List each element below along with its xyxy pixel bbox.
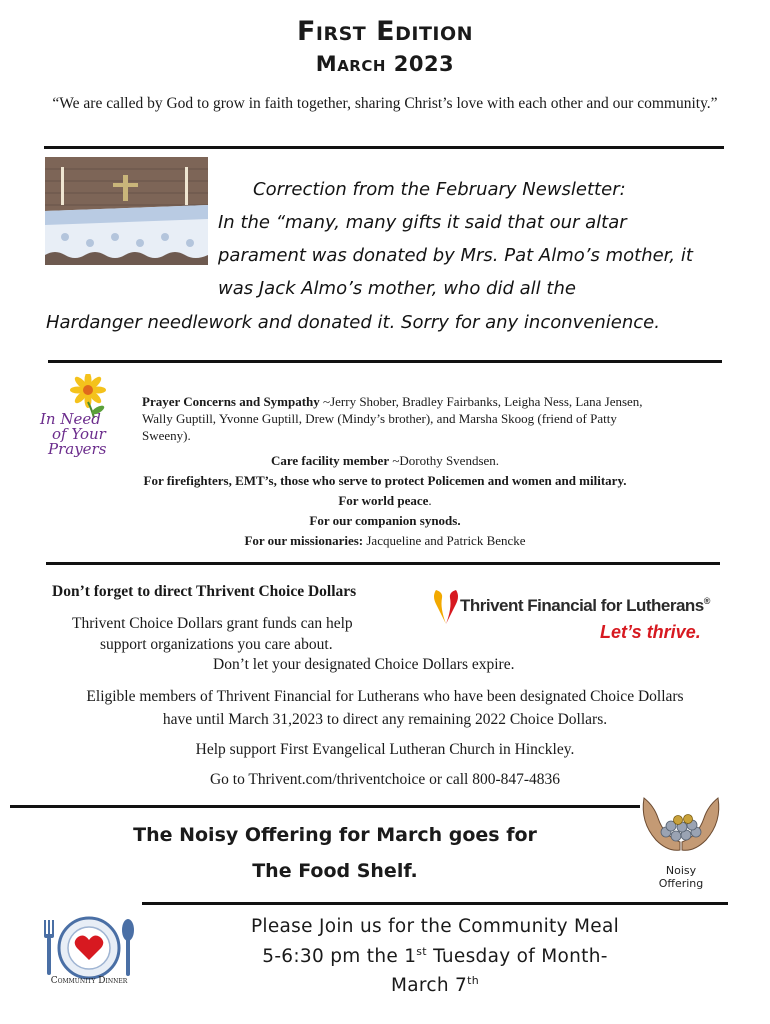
thrivent-line-6: Help support First Evangelical Lutheran Church in Hinckley. xyxy=(195,741,575,758)
meal-line-3 xyxy=(170,974,700,996)
offering-hands-icon xyxy=(636,792,726,864)
prayer-world-peace-end: . xyxy=(428,493,432,508)
thrivent-line-5: have until March 31,2023 to direct any remaining 2022 Choice Dollars. xyxy=(162,711,608,728)
dinner-plate-icon xyxy=(38,904,140,986)
community-dinner-logo-text: Community Dinner xyxy=(50,976,128,986)
prayers-logo-line-2: of Your xyxy=(52,425,106,443)
noisy-offering-logo xyxy=(636,792,726,896)
correction-line-1: Correction from the February Newsletter: xyxy=(253,179,626,200)
prayer-synods: For our companion synods. xyxy=(309,513,461,528)
care-facility xyxy=(0,452,770,469)
correction-line-4: was Jack Almo’s mother, who did all the xyxy=(218,278,576,299)
divider-prayers xyxy=(46,562,720,565)
prayer-missionaries-text: Jacqueline and Patrick Bencke xyxy=(363,533,526,548)
newsletter-title: First Edition xyxy=(296,16,474,47)
divider-noisy xyxy=(142,902,728,905)
prayer-world-peace xyxy=(0,492,770,509)
thrivent-heart-icon xyxy=(430,586,462,628)
prayer-concerns-label: Prayer Concerns and Sympathy xyxy=(142,394,320,409)
thrivent-logo-tagline: Let’s thrive. xyxy=(600,622,701,642)
meal-line-1: Please Join us for the Community Meal xyxy=(250,916,620,937)
divider-correction xyxy=(48,360,722,363)
newsletter-subtitle: March 2023 xyxy=(315,52,455,76)
prayer-concerns xyxy=(142,393,742,444)
prayer-world-peace-label: For world peace xyxy=(338,493,429,508)
prayer-concerns-line-3: Sweeny). xyxy=(142,428,191,443)
prayer-concerns-line-1: ~Jerry Shober, Bradley Fairbanks, Leigha Ness, Lana Jensen, xyxy=(323,394,643,409)
altar-image xyxy=(45,157,208,265)
meal-line-3-sup: th xyxy=(467,974,480,987)
prayer-missionaries xyxy=(0,532,770,549)
meal-line-2-start: 5-6:30 pm the 1 xyxy=(262,946,417,968)
care-facility-label: Care facility member xyxy=(270,453,390,468)
noisy-logo-line-1: Noisy xyxy=(665,864,697,877)
thrivent-line-3: Don’t let your designated Choice Dollars expire. xyxy=(213,656,515,673)
noisy-logo-line-2: Offering xyxy=(658,877,704,890)
care-facility-text: ~Dorothy Svendsen. xyxy=(389,453,500,468)
prayers-logo-line-3: Prayers xyxy=(48,440,107,458)
prayers-logo-line-1: In Need xyxy=(40,410,101,428)
divider-thrivent xyxy=(10,805,640,808)
divider-top xyxy=(44,146,724,149)
thrivent-logo-mark: ® xyxy=(703,596,710,606)
meal-line-3-start: March 7 xyxy=(390,975,468,997)
thrivent-line-7: Go to Thrivent.com/thriventchoice or call 800-847-4836 xyxy=(209,771,561,788)
thrivent-line-4: Eligible members of Thrivent Financial for Lutherans who have been designated Choice Dollars xyxy=(86,688,684,705)
correction-line-5: Hardanger needlework and donated it. Sorry for any inconvenience. xyxy=(46,312,660,333)
prayer-firefighters: For firefighters, EMT’s, those who serve to protect Policemen and women and military. xyxy=(143,473,627,488)
noisy-offering-line-1: The Noisy Offering for March goes for xyxy=(133,824,537,846)
correction-line-3: parament was donated by Mrs. Pat Almo’s mother, it xyxy=(218,245,693,266)
thrivent-logo-name: Thrivent Financial for Lutherans xyxy=(460,596,704,615)
prayers-logo xyxy=(38,374,134,460)
meal-line-2-sup: st xyxy=(416,945,427,958)
prayer-missionaries-label: For our missionaries: xyxy=(244,533,364,548)
prayer-concerns-line-2: Wally Guptill, Yvonne Guptill, Drew (Mindy’s brother), and Marsha Skoog (friend of Patty xyxy=(142,411,617,426)
thrivent-heading: Don’t forget to direct Thrivent Choice Dollars xyxy=(52,583,357,600)
noisy-offering-line-2: The Food Shelf. xyxy=(252,860,418,882)
community-dinner-logo xyxy=(38,904,140,1004)
thrivent-line-2: support organizations you care about. xyxy=(100,636,333,653)
church-motto: “We are called by God to grow in faith together, sharing Christ’s love with each other and our community.” xyxy=(52,95,718,112)
thrivent-line-1: Thrivent Choice Dollars grant funds can help xyxy=(72,615,353,632)
correction-line-2: In the “many, many gifts it said that our altar xyxy=(218,212,627,233)
altar-photo xyxy=(45,157,208,265)
meal-line-2-end: Tuesday of Month- xyxy=(426,946,608,968)
meal-line-2 xyxy=(170,945,700,967)
thrivent-logo xyxy=(430,584,708,654)
